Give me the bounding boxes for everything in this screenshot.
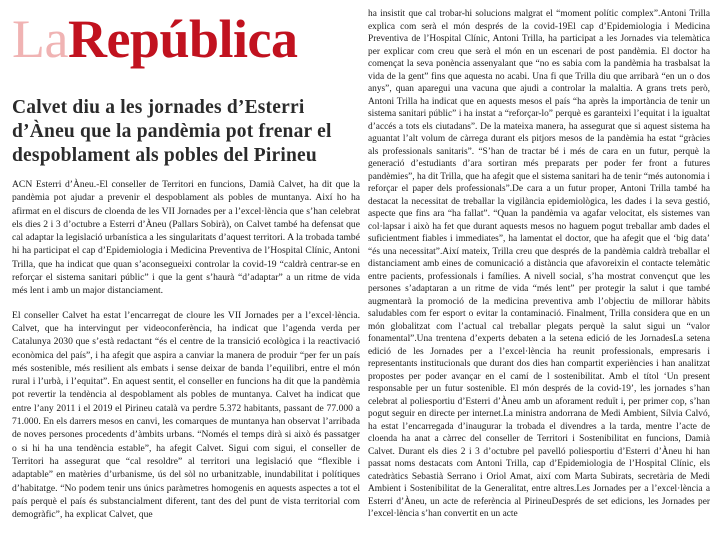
article-body-right: ha insistit que cal trobar-hi solucions malgrat el “moment polític complex”.Antoni Trilla explica com serà el món després de la covid-19El cap d’Epidemiologia i Medicina Preventiva de l’Hospital Clínic, Antoni Trilla, ha participat a les Jornades via telemàtica per explicar com creu que serà el món en un escenari de post pandèmia. El doctor ha començat la seva ponència assenyalant que “no es sabia com la pandèmia ha trasbalsat la vida de la gent” fins que aquesta no acabi. Una fi que Trilla diu que arribarà “en un o dos anys”, quan aparegui una vacuna que ajudi a controlar la malaltia. A grans trets però, Antoni Trilla ha indicat que en aquests mesos el país “ha après la importància de tenir un sistema sanitari públic” i ha instat a “reforçar-lo” perquè es garanteixi l’equitat i la igualtat d’accés a tots els ciutadans”. De la mateixa manera, ha assegurat que si aquest sistema ha aguantat l’alt volum de càrrega durant els pitjors mesos de la pandèmia ha estat “gràcies als professionals sanitaris”. “S’han de tractar bé i més de cara en un futur, perquè la generació d’estudiants d’ara sortiran més preparats per poder fer front a futures pandèmies”, ha dit Trilla, que ha afegit que el sistema sanitari ha de tenir “més autonomia i reforçar el paper dels professionals”.De cara a un futur proper, Antoni Trilla també ha destacat la necessitat de treballar la vigilància epidemiològica, les dades i la seva gestió, aspecte que fins ara “ha fallat”. “Quan la pandèmia va agafar velocitat, els sistemes van col·lapsar i això ha fet que durant aquests mesos no haguem pogut treballar amb dades el suficientment fiables i immediates”, ha lamentat el doctor, que ha afegit que el ‘big data’ “és una necessitat”.Així mateix, Trilla creu que després de la pandèmia caldrà treballar el distanciament amb eines de comunicació a distància que afavoreixin el contacte telemàtic entre pacients, professionals i famílies. A nivell social, s’ha mostrat convençut que les persones s’adaptaran a un ritme de vida “més lent” per protegir la salut i que també augmentarà la promoció de la medicina preventiva amb l’objectiu de millorar hàbits saludables com fer esport o evitar la contaminació. Finalment, Trilla considera que en un món globalitzat com l’actual cal treballar plegats perquè la salut sigui un “valor fonamental”.Una trentena d’experts debaten a la setena edició de les JornadesLa setena edició de les Jornades per a l’excel·lència ha reunit professionals, empresaris i representants institucionals que durant dos dies han compartit experiències i han analitzat propostes per poder avançar en el camí de l sostenibilitat. Amb el títol ‘Un present responsable per un futur sostenible. El món després de la covid-19’, les jornades s’han celebrat al poliesportiu d’Esterri d’Àneu amb un aforament reduït i, per primer cop, s’han pogut seguir en directe per internet.La ministra andorrana de Medi Ambient, Sílvia Calvó, ha estat l’encarregada d’inaugurar la trobada el divendres a la tarda, mentre l’acte de cloenda ha anat a càrrec del conseller de Territori i Sostenibilitat en funcions, Damià Calvet. Durant els dies 2 i 3 d’octubre pel pavelló poliesportiu d’Esterri d’Àneu hi han passat noms destacats com Antoni Trilla, cap d’Epidemiologia de l’Hospital Clínic, els catedràtics Sebastià Serrano i Oriol Amat, així com Marta Subirats, secretària de Medi Ambient i Sostenibilitat de la Generalitat, entre altres.Les Jornades per a l’excel·lència a Esterri d’Àneu, un acte de referència al PirineuDesprés de set edicions, les Jornades per l’excel·lència s’han convertit en un acte: [368, 9, 710, 519]
article-lead: ACN Esterri d’Àneu.-El conseller de Territori en funcions, Damià Calvet, ha dit que la pandèmia pot ajudar a prevenir el despoblament als pobles de muntanya. Així ho ha afirmat en el discurs de cloenda de les VII Jornades per a l’excel·lència que s’han celebrat els dies 2 i 3 d’octubre a Esterri d’Àneu (Pallars Sobirà), on Calvet també ha defensat que cal adaptar la legislació urbanística a les singularitats d’aquest territori. A la trobada també hi ha participat el cap d’Epidemiologia i Medicina Preventiva de l’Hospital Clínic, Antoni Trilla, que ha indicat que quan s’aconsegueixi controlar la covid-19 “caldrà centrar-se en reforçar el sistema sanitari públic” i que la gent s’haurà “d’adaptar” a un ritme de vida més lent i amb un major distanciament.: [12, 179, 360, 297]
left-column: [12, 96, 360, 521]
right-column: [368, 8, 710, 530]
article-headline: Calvet diu a les jornades d’Esterri d’Àneu que la pandèmia pot frenar el despoblament als pobles del Pirineu: [12, 97, 332, 166]
masthead-logo: [12, 4, 298, 74]
masthead-republica: República: [67, 9, 298, 69]
masthead-la: La: [12, 9, 68, 69]
article-body-left: El conseller Calvet ha estat l’encarregat de cloure les VII Jornades per a l’excel·lència. Calvet, que ha intervingut per videoconferència, ha indicat que l’agenda verda per Catalunya 2030 que s’està redactant “és el centre de la transició ecològica i la reactivació econòmica del país”, i ha afegit que aspira a canviar la manera de produir “per fer un país més sostenible, més resilient als embats i sense deixar de banda l’equilibri, entre el món rural i l’urbà, i l’equitat”. En aquest sentit, el conseller en funcions ha dit que la pandèmia pot revertir la tendència al despoblament als pobles de muntanya. Calvet ha indicat que entre l’any 2011 i el 2019 el Pirineu català va perdre 5.372 habitants, passant de 77.000 a 71.000. En els darrers mesos en canvi, les comarques de muntanya han observat l’arribada de noves persones procedents d’àmbits urbans. “Només el temps dirà si això és passatger o si hi ha una tendència estable”, ha afegit Calvet. Sigui com sigui, el conseller de Territori ha assegurat que “cal resoldre” al territori una legislació que “flexible i adaptable” en matèries d’urbanisme, ús del sòl no urbanitzable, inundabilitat i polítiques d’habitatge. “No podem tenir uns únics paràmetres homogenis en aquests aspectes a tot el país perquè el país és substancialment diferent, tant des del punt de vista territorial com demogràfic”, ha explicat Calvet, que: [12, 309, 360, 521]
